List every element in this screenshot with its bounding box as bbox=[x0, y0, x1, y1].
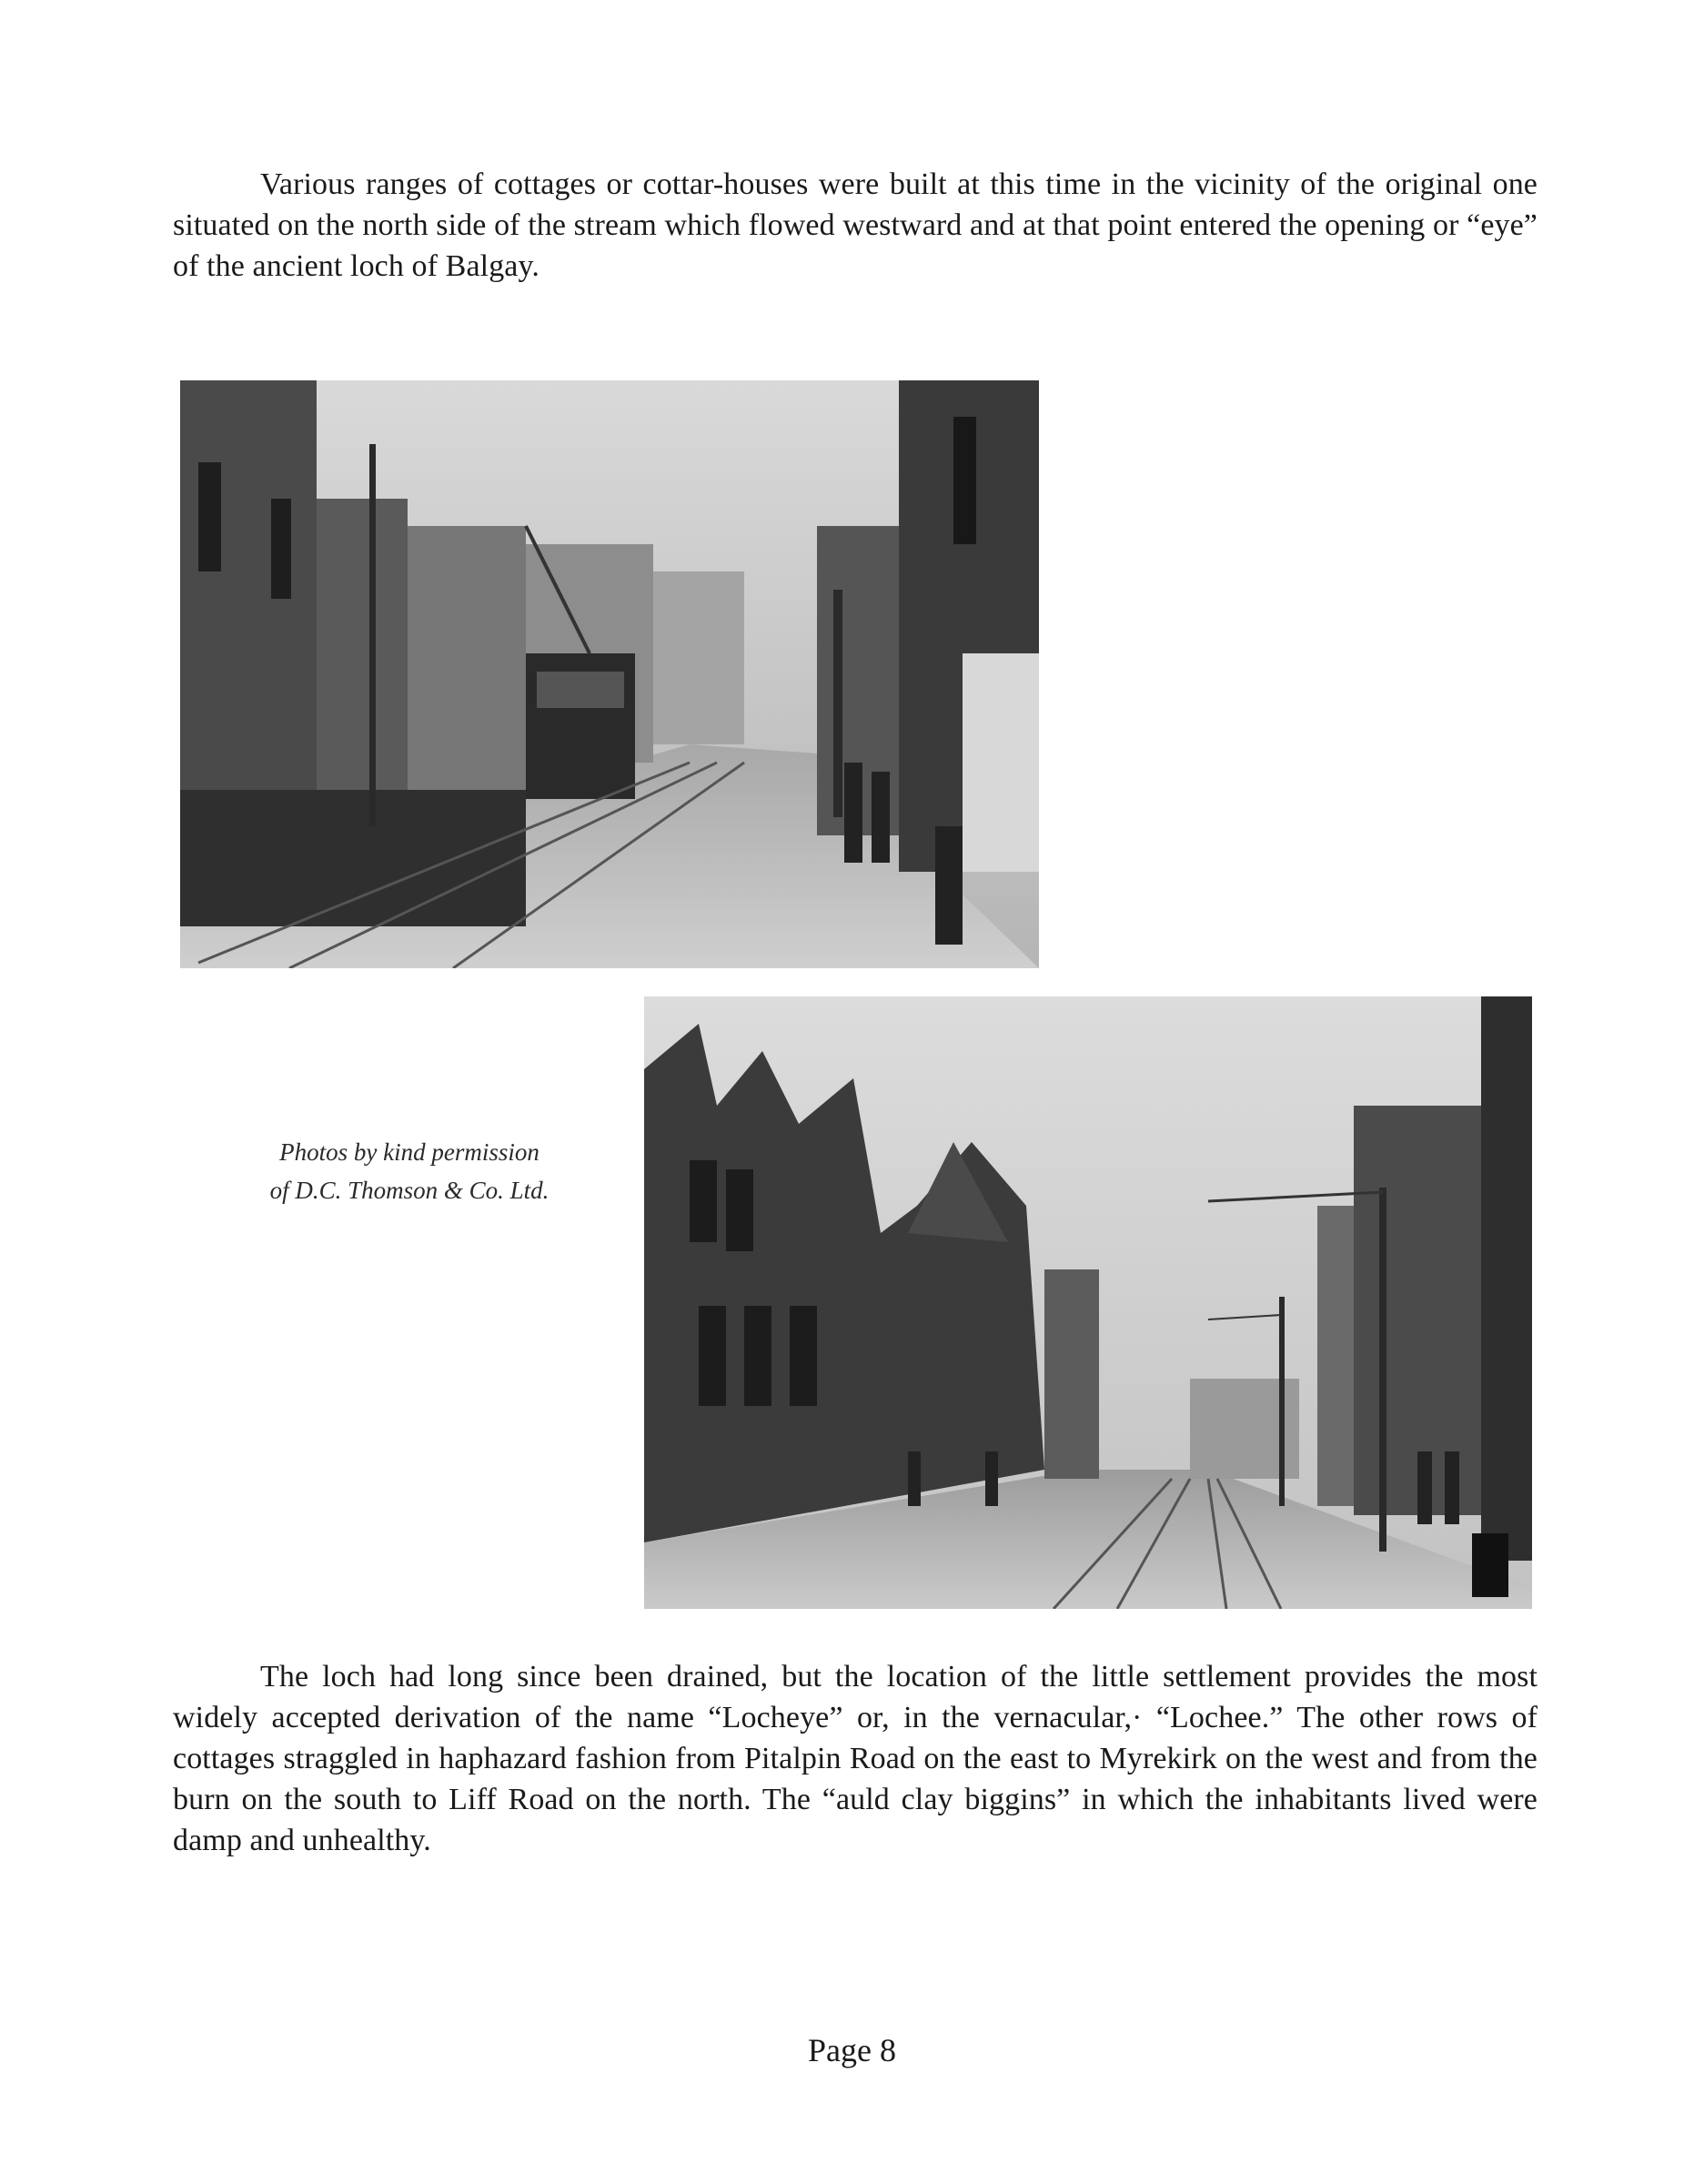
caption-line-2: of D.C. Thomson & Co. Ltd. bbox=[269, 1177, 550, 1204]
historic-street-photo-church bbox=[644, 996, 1532, 1609]
historic-street-photo-tram bbox=[180, 380, 1039, 968]
paragraph-locheye: The loch had long since been drained, but the location of the little settlement provides the most widely accepted derivation of the name “Locheye” or, in the vernacular,· “Lochee.” The other rows of cottages straggled in haphazard fashion from Pitalpin Road on the east to Myrekirk on the west and from the burn on the south to Liff Road on the north. The “auld clay biggins” in which the inhabitants lived were damp and unhealthy. bbox=[173, 1660, 1538, 1857]
page-number: Page 8 bbox=[808, 2032, 896, 2068]
paragraph-intro: Various ranges of cottages or cottar-houses were built at this time in the vicinity of the original one situated on the north side of the stream which flowed westward and at that point entered the opening or “eye” of the ancient loch of Balgay. bbox=[173, 167, 1538, 283]
photo-credit-caption bbox=[227, 1133, 591, 1209]
caption-line-1: Photos by kind permission bbox=[279, 1138, 539, 1166]
